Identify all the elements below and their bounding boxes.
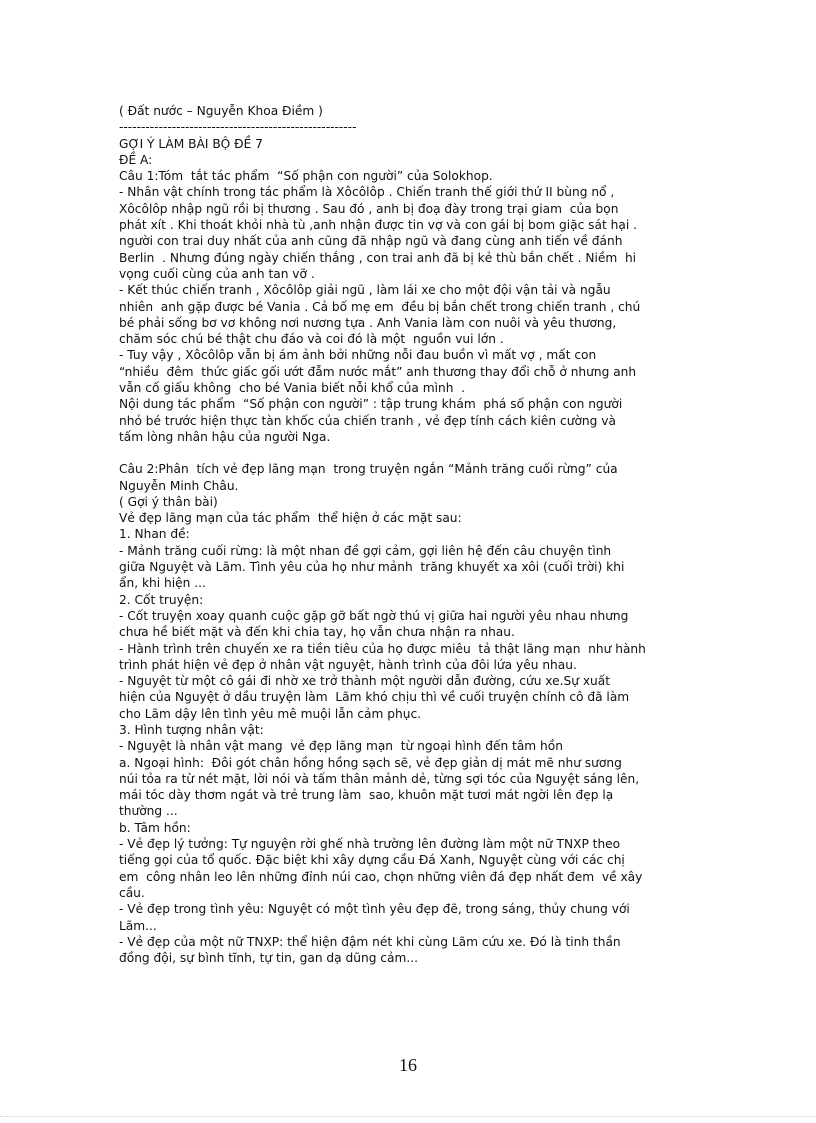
question-2-body	[119, 526, 709, 966]
text-line: người con trai duy nhất của anh cũng đã nhập ngũ và đang cùng anh tiến về đánh	[119, 234, 623, 249]
text-line: - Vẻ đẹp của một nữ TNXP: thể hiện đậm nét khi cùng Lãm cứu xe. Đó là tinh thần	[119, 934, 621, 949]
text-line: ẩn, khi hiện ...	[119, 576, 206, 591]
text-line: - Nguyệt từ một cô gái đi nhờ xe trở thành một người dẫn đường, cứu xe.Sự xuất	[119, 674, 611, 689]
text-line: - Nguyệt là nhân vật mang vẻ đẹp lãng mạn từ ngoại hình đến tâm hồn	[119, 739, 563, 754]
text-line: - Vẻ đẹp trong tình yêu: Nguyệt có một tình yêu đẹp đẽ, trong sáng, thủy chung với	[119, 902, 630, 917]
text-line: - Cốt truyện xoay quanh cuộc gặp gỡ bất ngờ thú vị giữa hai người yêu nhau nhưng	[119, 608, 629, 623]
document-body	[119, 103, 709, 966]
text-line: chăm sóc chú bé thật chu đáo và coi đó là một nguồn vui lớn .	[119, 332, 504, 347]
text-line: tấm lòng nhân hậu của người Nga.	[119, 429, 331, 444]
section-title: GỢI Ý LÀM BÀI BỘ ĐỀ 7	[119, 136, 263, 151]
question-1-body	[119, 184, 709, 445]
source-citation: ( Đất nước – Nguyễn Khoa Điềm )	[119, 104, 323, 118]
text-line: chưa hề biết mặt và đến khi chia tay, họ vẫn chưa nhận ra nhau.	[119, 625, 515, 640]
text-line: đồng đội, sự bình tĩnh, tự tin, gan dạ dũng cảm...	[119, 951, 418, 966]
text-line: Lãm...	[119, 918, 157, 933]
text-line: Berlin . Nhưng đúng ngày chiến thắng , con trai anh đã bị kẻ thù bắn chết . Niềm hi	[119, 250, 637, 265]
text-line: - Tuy vậy , Xôcôlôp vẫn bị ám ảnh bởi những nỗi đau buồn vì mất vợ , mất con	[119, 348, 597, 363]
text-line: giữa Nguyệt và Lãm. Tình yêu của họ như mảnh trăng khuyết xa xôi (cuối trời) khi	[119, 560, 625, 575]
exam-label: ĐỀ A:	[119, 152, 153, 167]
text-line: “nhiều đêm thức giấc gối ướt đẫm nước mắt” anh thương thay đổi chỗ ở nhưng anh	[119, 364, 637, 379]
question-2-heading: Nguyễn Minh Châu.	[119, 478, 239, 493]
text-line: cho Lãm dậy lên tình yêu mê muội lẫn cảm phục.	[119, 706, 422, 721]
text-line: hiện của Nguyệt ở dầu truyện làm Lãm khó chịu thì về cuối truyện chính cô đã làm	[119, 690, 630, 705]
text-line: - Nhân vật chính trong tác phẩm là Xôcôlôp . Chiến tranh thế giới thứ II bùng nổ ,	[119, 185, 615, 200]
text-line: núi tỏa ra từ nét mặt, lời nói và tấm thân mảnh dẻ, từng sợi tóc của Nguyệt sáng lên,	[119, 771, 640, 786]
text-line: 1. Nhan đề:	[119, 527, 190, 542]
text-line: b. Tâm hồn:	[119, 820, 191, 835]
text-line: vẫn cố giấu không cho bé Vania biết nỗi khổ của mình .	[119, 381, 466, 396]
text-line: 2. Cốt truyện:	[119, 592, 204, 607]
text-line: - Hành trình trên chuyến xe ra tiền tiêu của họ được miêu tả thật lãng mạn như hành	[119, 641, 646, 656]
text-line: vọng cuối cùng của anh tan vỡ .	[119, 266, 315, 281]
text-line: trình phát hiện vẻ đẹp ở nhân vật nguyệt, hành trình của đôi lứa yêu nhau.	[119, 657, 577, 672]
text-line: Xôcôlôp nhập ngũ rồi bị thương . Sau đó , anh bị đoạ đày trong trại giam của bọn	[119, 201, 619, 216]
text-line: nhỏ bé trước hiện thực tàn khốc của chiến tranh , vẻ đẹp tính cách kiên cường và	[119, 413, 616, 428]
text-line: bé phải sống bơ vơ không nơi nương tựa . Anh Vania làm con nuôi và yêu thương,	[119, 315, 617, 330]
text-line: em công nhân leo lên những đỉnh núi cao, chọn những viên đá đẹp nhất đem về xây	[119, 869, 643, 884]
text-line: thường ...	[119, 804, 178, 819]
question-1-heading: Câu 1:Tóm tắt tác phẩm “Số phận con người” của Solokhop.	[119, 169, 493, 184]
text-line: nhiên anh gặp được bé Vania . Cả bố mẹ em đều bị bắn chết trong chiến tranh , chú	[119, 299, 641, 314]
text-line: 3. Hình tượng nhân vật:	[119, 722, 264, 737]
text-line: phát xít . Khi thoát khỏi nhà tù ,anh nhận được tin vợ và con gái bị bom giặc sát hại .	[119, 218, 637, 233]
paragraph-gap	[119, 445, 709, 461]
question-2-heading: Câu 2:Phân tích vẻ đẹp lãng mạn trong truyện ngắn “Mảnh trăng cuối rừng” của	[119, 462, 618, 477]
page-number: 16	[399, 1055, 417, 1075]
text-line: Nội dung tác phẩm “Số phận con người” : tập trung khám phá số phận con người	[119, 397, 623, 412]
divider-line: ------------------------------------------------------	[119, 120, 357, 135]
text-line: - Kết thúc chiến tranh , Xôcôlôp giải ngũ , làm lái xe cho một đội vận tải và ngẫu	[119, 283, 611, 298]
text-line: tiếng gọi của tổ quốc. Đặc biệt khi xây dựng cầu Đá Xanh, Nguyệt cùng với các chị	[119, 853, 625, 868]
text-line: cầu.	[119, 885, 145, 900]
question-2-intro: Vẻ đẹp lãng mạn của tác phẩm thể hiện ở các mặt sau:	[119, 511, 462, 526]
text-line: - Mảnh trăng cuối rừng: là một nhan đề gợi cảm, gợi liên hệ đến câu chuyện tình	[119, 543, 612, 558]
question-2-hint: ( Gợi ý thân bài)	[119, 494, 218, 509]
text-line: a. Ngoại hình: Đôi gót chân hồng hồng sạch sẽ, vẻ đẹp giản dị mát mẽ như sương	[119, 755, 622, 770]
text-line: - Vẻ đẹp lý tưởng: Tự nguyện rời ghế nhà trường lên đường làm một nữ TNXP theo	[119, 837, 621, 852]
page-bottom-rule	[0, 1116, 816, 1117]
text-line: mái tóc dày thơm ngát và trẻ trung làm sao, khuôn mặt tươi mát ngời lên đẹp lạ	[119, 788, 614, 803]
